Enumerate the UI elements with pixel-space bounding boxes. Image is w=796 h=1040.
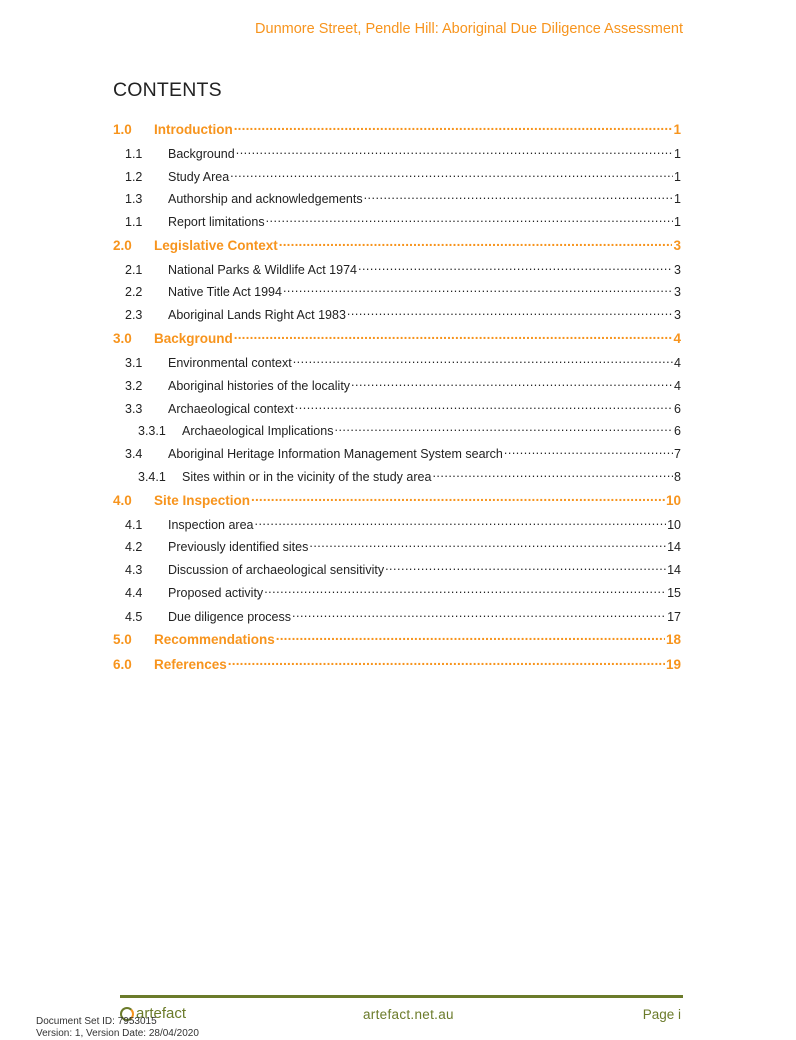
toc-leader	[254, 515, 666, 529]
toc-page: 1	[674, 147, 681, 161]
toc-title: References	[154, 657, 227, 672]
toc-page: 14	[667, 563, 681, 577]
toc-entry[interactable]	[113, 305, 681, 323]
toc-title: Background	[168, 147, 235, 161]
toc-entry[interactable]	[113, 421, 681, 439]
toc-leader	[292, 607, 666, 621]
toc-title: Due diligence process	[168, 610, 291, 624]
toc-leader	[266, 212, 673, 226]
toc-page: 10	[665, 493, 681, 508]
contents-heading: CONTENTS	[113, 79, 222, 101]
toc-leader	[504, 444, 673, 458]
toc-number: 5.0	[113, 632, 132, 647]
toc-leader	[228, 655, 665, 669]
toc-title: Previously identified sites	[168, 540, 309, 554]
toc-entry[interactable]	[113, 167, 681, 185]
document-version: Version: 1, Version Date: 28/04/2020	[36, 1028, 199, 1039]
toc-number: 4.0	[113, 493, 132, 508]
toc-number: 3.4.1	[138, 470, 166, 484]
toc-title: Aboriginal Heritage Information Management System search	[168, 447, 503, 461]
toc-number: 3.0	[113, 331, 132, 346]
toc-page: 17	[667, 610, 681, 624]
toc-page: 10	[667, 518, 681, 532]
toc-leader	[293, 353, 673, 367]
toc-number: 3.2	[125, 379, 143, 393]
toc-leader	[283, 282, 673, 296]
toc-number: 1.2	[125, 170, 143, 184]
toc-number: 3.3.1	[138, 424, 166, 438]
toc-number: 3.4	[125, 447, 143, 461]
page-number: Page i	[642, 1007, 681, 1022]
toc-entry[interactable]	[113, 655, 681, 673]
toc-number: 4.1	[125, 518, 143, 532]
toc-page: 15	[667, 586, 681, 600]
toc-number: 1.0	[113, 122, 132, 137]
toc-title: Sites within or in the vicinity of the study area	[182, 470, 432, 484]
toc-entry[interactable]	[113, 260, 681, 278]
toc-page: 3	[674, 263, 681, 277]
logo-text: artefact	[136, 1005, 187, 1022]
toc-entry[interactable]	[113, 399, 681, 417]
toc-entry[interactable]	[113, 376, 681, 394]
toc-page: 18	[665, 632, 681, 647]
footer-divider	[120, 995, 683, 998]
toc-entry[interactable]	[113, 212, 681, 230]
toc-leader	[385, 560, 666, 574]
toc-entry[interactable]	[113, 630, 681, 648]
toc-leader	[264, 583, 666, 597]
toc-entry[interactable]	[113, 144, 681, 162]
toc-title: Proposed activity	[168, 586, 264, 600]
toc-title: Study Area	[168, 170, 230, 184]
toc-entry[interactable]	[113, 515, 681, 533]
toc-number: 2.0	[113, 238, 132, 253]
toc-title: Site Inspection	[154, 493, 251, 508]
toc-title: Background	[154, 331, 233, 346]
toc-number: 1.1	[125, 147, 143, 161]
toc-entry[interactable]	[113, 329, 681, 347]
toc-number: 4.2	[125, 540, 143, 554]
toc-page: 1	[674, 215, 681, 229]
toc-page: 1	[674, 192, 681, 206]
toc-number: 2.1	[125, 263, 143, 277]
toc-page: 4	[674, 356, 681, 370]
toc-entry[interactable]	[113, 491, 681, 509]
toc-number: 2.2	[125, 285, 143, 299]
toc-entry[interactable]	[113, 583, 681, 601]
toc-leader	[279, 236, 673, 250]
footer-website: artefact.net.au	[363, 1007, 454, 1022]
toc-title: Aboriginal histories of the locality	[168, 379, 351, 393]
toc-number: 3.3	[125, 402, 143, 416]
toc-entry[interactable]	[113, 120, 681, 138]
toc-page: 7	[674, 447, 681, 461]
toc-page: 3	[674, 285, 681, 299]
toc-leader	[347, 305, 673, 319]
toc-entry[interactable]	[113, 537, 681, 555]
document-set-id: Document Set ID: 7953015	[36, 1016, 157, 1027]
toc-title: Environmental context	[168, 356, 292, 370]
toc-entry[interactable]	[113, 607, 681, 625]
toc-page: 19	[665, 657, 681, 672]
toc-title: Introduction	[154, 122, 233, 137]
toc-page: 1	[674, 170, 681, 184]
toc-page: 8	[674, 470, 681, 484]
toc-leader	[276, 630, 665, 644]
toc-leader	[230, 167, 673, 181]
toc-page: 6	[674, 424, 681, 438]
toc-title: Authorship and acknowledgements	[168, 192, 363, 206]
toc-title: Legislative Context	[154, 238, 278, 253]
toc-leader	[251, 491, 665, 505]
toc-page: 6	[674, 402, 681, 416]
toc-page: 3	[674, 308, 681, 322]
toc-leader	[234, 120, 673, 134]
toc-number: 4.3	[125, 563, 143, 577]
toc-leader	[236, 144, 673, 158]
toc-page: 3	[673, 238, 681, 253]
toc-entry[interactable]	[113, 444, 681, 462]
toc-leader	[334, 421, 673, 435]
toc-leader	[309, 537, 666, 551]
toc-number: 4.5	[125, 610, 143, 624]
toc-page: 1	[673, 122, 681, 137]
toc-entry[interactable]	[113, 189, 681, 207]
toc-title: Native Title Act 1994	[168, 285, 282, 299]
toc-number: 1.1	[125, 215, 143, 229]
toc-number: 6.0	[113, 657, 132, 672]
toc-title: Report limitations	[168, 215, 265, 229]
document-metadata	[36, 1016, 199, 1040]
toc-entry[interactable]	[113, 282, 681, 300]
toc-title: National Parks & Wildlife Act 1974	[168, 263, 357, 277]
toc-entry[interactable]	[113, 467, 681, 485]
toc-leader	[234, 329, 673, 343]
header-title: Dunmore Street, Pendle Hill: Aboriginal Due Diligence Assessment	[255, 21, 683, 37]
toc-title: Recommendations	[154, 632, 275, 647]
toc-title: Inspection area	[168, 518, 254, 532]
toc-leader	[295, 399, 673, 413]
toc-entry[interactable]	[113, 236, 681, 254]
toc-title: Archaeological context	[168, 402, 294, 416]
toc-title: Discussion of archaeological sensitivity	[168, 563, 385, 577]
toc-page: 14	[667, 540, 681, 554]
toc-entry[interactable]	[113, 560, 681, 578]
toc-page: 4	[674, 379, 681, 393]
toc-leader	[432, 467, 673, 481]
toc-number: 2.3	[125, 308, 143, 322]
toc-page: 4	[673, 331, 681, 346]
toc-leader	[351, 376, 673, 390]
toc-entry[interactable]	[113, 353, 681, 371]
toc-number: 4.4	[125, 586, 143, 600]
toc-title: Archaeological Implications	[182, 424, 334, 438]
toc-title: Aboriginal Lands Right Act 1983	[168, 308, 346, 322]
toc-leader	[358, 260, 673, 274]
toc-number: 1.3	[125, 192, 143, 206]
toc-number: 3.1	[125, 356, 143, 370]
toc-leader	[364, 189, 673, 203]
